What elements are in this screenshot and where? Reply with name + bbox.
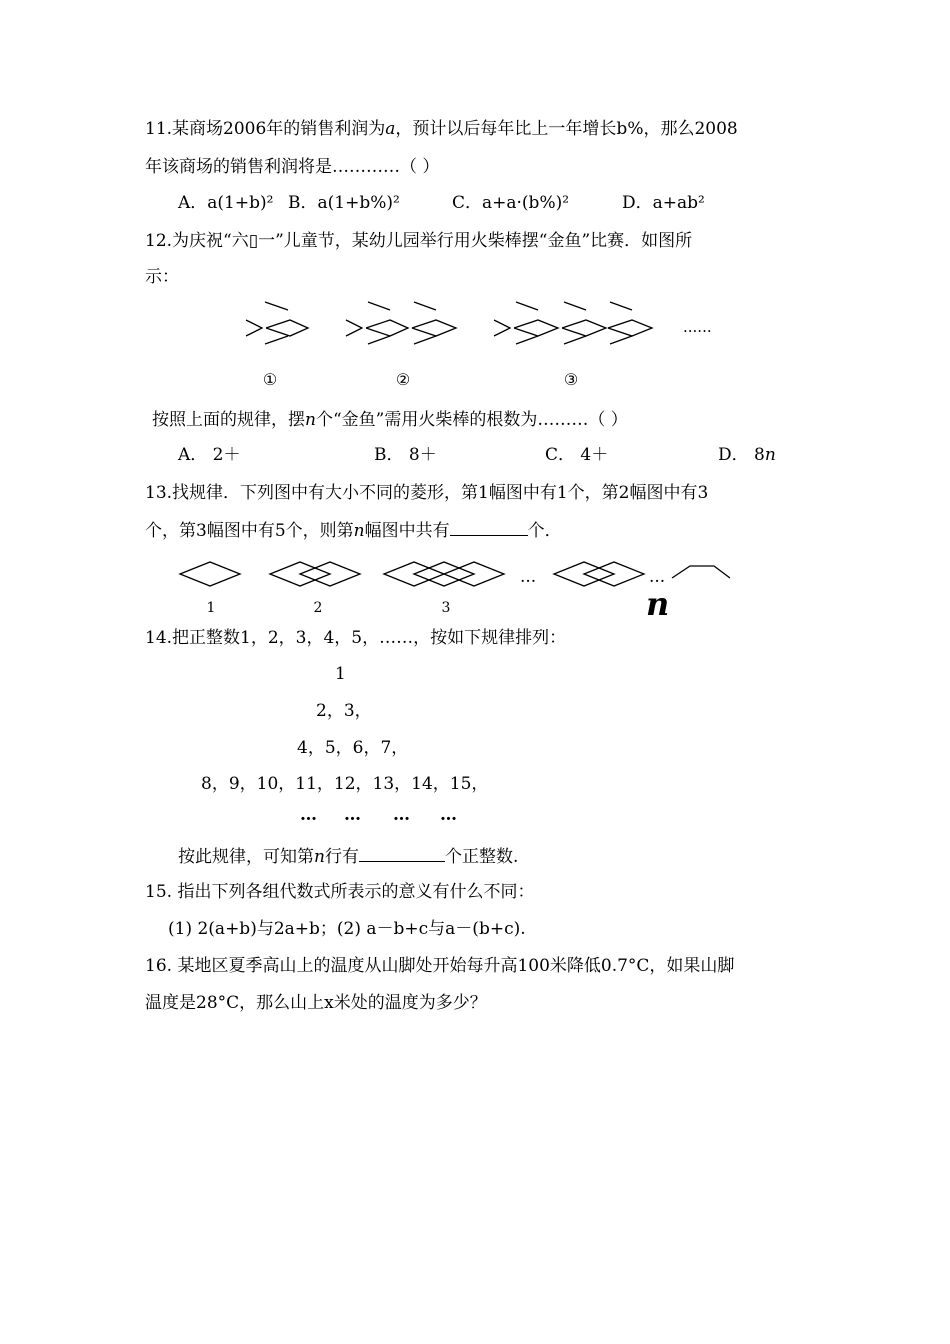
q12-fig-label-1: ① xyxy=(262,370,278,389)
q11-option-b: B．a(1+b%)² xyxy=(288,193,400,213)
q14-row-4: 8，9，10，11，12，13，14，15， xyxy=(201,774,489,794)
rhombus-figure-3 xyxy=(384,562,504,586)
q14-dots-4: … xyxy=(440,805,457,825)
q13-answer-blank[interactable] xyxy=(450,519,528,536)
q15-line2: (1) 2(a+b)与2a+b；(2) a－b+c与a－(b+c). xyxy=(168,919,526,939)
q14-tail xyxy=(178,845,518,868)
q12-fig-label-3: ③ xyxy=(563,370,579,389)
q14-tail-mid: 行有 xyxy=(324,847,359,867)
goldfish-figures xyxy=(0,292,950,372)
q12-option-b: B． 8＋ xyxy=(374,445,437,465)
q14-answer-blank[interactable] xyxy=(359,845,445,862)
q14-tail-text: 按此规律，可知第 xyxy=(178,847,314,867)
q12-line2: 示： xyxy=(145,267,179,287)
goldfish-figure-3 xyxy=(494,302,652,344)
rhombus-figure-1 xyxy=(180,562,240,586)
q14-tail-end: 个正整数. xyxy=(444,847,519,867)
q13-fig-label-1: 1 xyxy=(206,600,216,616)
q13-line2-end: 个． xyxy=(527,521,562,541)
q14-dots-2: … xyxy=(344,805,361,825)
q14-dots-1: … xyxy=(300,805,317,825)
rhombus-figures xyxy=(0,558,950,598)
q11-line2: 年该商场的销售利润将是…………（ ） xyxy=(145,157,440,177)
q14-row-3: 4，5，6，7， xyxy=(297,738,409,758)
q12-option-d: D． 8𝑛 xyxy=(718,445,776,465)
goldfish-figure-1 xyxy=(246,302,308,344)
goldfish-figure-2 xyxy=(346,302,456,344)
q13-line2-text: 个，第3幅图中有5个，则第𝑛幅图中共有 xyxy=(145,521,450,541)
q13-n-label: n xyxy=(646,585,670,623)
q13-fig-label-3: 3 xyxy=(441,600,451,616)
q14-dots-3: … xyxy=(393,805,410,825)
q13-dots-2: ... xyxy=(649,567,666,587)
q13-line1: 13.找规律．下列图中有大小不同的菱形，第1幅图中有1个，第2幅图中有3 xyxy=(145,483,709,503)
rhombus-partial xyxy=(672,566,730,578)
q14-line1: 14.把正整数1，2，3，4，5，……，按如下规律排列： xyxy=(145,628,567,648)
q14-tail-var: n xyxy=(314,847,325,867)
rhombus-figure-n xyxy=(554,562,644,586)
q12-fig-label-2: ② xyxy=(395,370,411,389)
q15-line1: 15. 指出下列各组代数式所表示的意义有什么不同： xyxy=(145,882,535,902)
q13-line2 xyxy=(145,519,562,542)
q11-option-c: C．a+a·(b%)² xyxy=(452,193,570,213)
q12-line1: 12.为庆祝“六▯一”儿童节，某幼儿园举行用火柴棒摆“金鱼”比赛．如图所 xyxy=(145,231,693,251)
q14-row-2: 2，3， xyxy=(316,701,372,721)
q16-line2: 温度是28°C，那么山上x米处的温度为多少？ xyxy=(145,993,487,1013)
q12-option-a: A． 2＋ xyxy=(178,445,241,465)
q11-line1: 11.某商场2006年的销售利润为𝑎，预计以后每年比上一年增长b%，那么2008 xyxy=(145,119,738,139)
q11-option-d: D．a+ab² xyxy=(622,193,705,213)
q12-question: 按照上面的规律，摆𝑛个“金鱼”需用火柴棒的根数为………（ ） xyxy=(152,410,628,430)
q13-fig-label-2: 2 xyxy=(313,600,323,616)
q12-option-c: C． 4＋ xyxy=(545,445,609,465)
q12-figure-ellipsis: ...... xyxy=(683,318,712,336)
q16-line1: 16. 某地区夏季高山上的温度从山脚处开始每升高100米降低0.7°C，如果山脚 xyxy=(145,956,735,976)
q11-option-a: A．a(1+b)² xyxy=(178,193,274,213)
q13-dots-1: ... xyxy=(520,567,537,587)
rhombus-figure-2 xyxy=(270,562,360,586)
q14-row-1: 1 xyxy=(335,664,346,684)
